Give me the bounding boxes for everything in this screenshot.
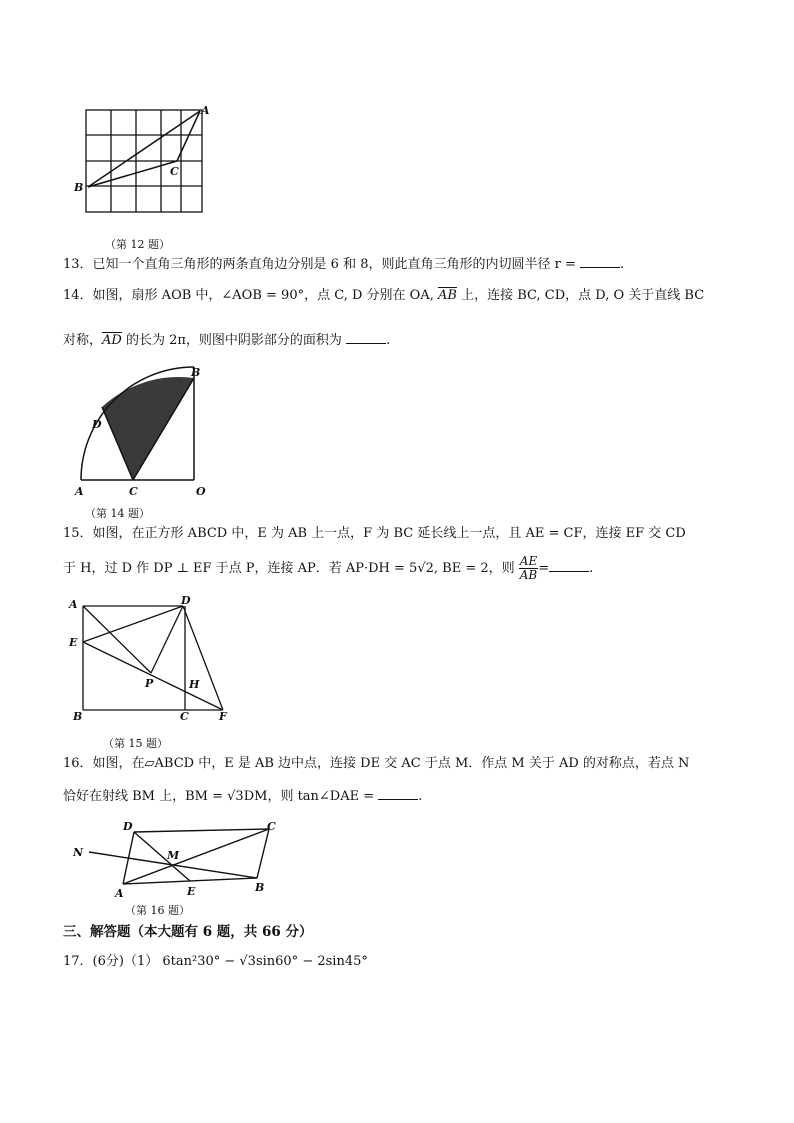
question-15-end: . xyxy=(589,561,594,576)
label-A: A xyxy=(69,598,78,611)
label-H: H xyxy=(189,678,200,691)
equals-sign: = xyxy=(538,561,550,576)
label-C: C xyxy=(170,165,179,178)
question-14-line1 xyxy=(63,287,704,305)
arc-ad: $\overline{AD}$ xyxy=(102,333,122,348)
label-A: A xyxy=(75,485,84,498)
label-D: D xyxy=(92,418,102,431)
label-E: E xyxy=(187,885,196,898)
label-M: M xyxy=(167,849,180,862)
label-P: P xyxy=(145,677,154,690)
question-14-text-b: 上，连接 BC, CD，点 D, O 关于直线 BC xyxy=(456,288,705,303)
label-A: A xyxy=(201,104,210,117)
label-D: D xyxy=(181,594,191,607)
question-16-line2 xyxy=(63,787,422,806)
question-15-line1: 15．如图，在正方形 ABCD 中，E 为 AB 上一点，F 为 BC 延长线上一点，且 AE = CF，连接 EF 交 CD xyxy=(63,526,686,541)
answer-blank-16[interactable] xyxy=(378,787,418,800)
figure-14-diagram xyxy=(63,362,215,498)
section-3-heading: 三、解答题（本大题有 6 题，共 66 分） xyxy=(63,924,313,940)
label-A: A xyxy=(115,887,124,900)
answer-blank-14[interactable] xyxy=(346,331,386,344)
figure-14 xyxy=(63,362,215,498)
arc-ab: $\overline{AB}$ xyxy=(437,288,457,303)
label-D: D xyxy=(123,820,133,833)
figure-12 xyxy=(66,98,216,222)
figure-14-caption: （第 14 题） xyxy=(85,507,150,520)
label-B: B xyxy=(73,710,83,723)
fraction-numerator: AE xyxy=(519,554,538,568)
label-B: B xyxy=(74,181,84,194)
figure-15-diagram xyxy=(63,594,233,724)
question-14-line2 xyxy=(63,331,390,350)
question-13-end: . xyxy=(620,257,625,272)
question-14-text-c: 对称， xyxy=(63,333,103,348)
question-15-line2 xyxy=(63,555,593,582)
figure-15 xyxy=(63,594,233,724)
label-B: B xyxy=(191,366,201,379)
label-C: C xyxy=(267,820,276,833)
question-15-text: 于 H，过 D 作 DP ⊥ EF 于点 P，连接 AP．若 AP·DH = 5√2, BE = 2，则 xyxy=(63,561,515,576)
figure-12-caption: （第 12 题） xyxy=(105,238,170,251)
answer-blank-15[interactable] xyxy=(549,559,589,572)
fraction-ae-ab xyxy=(519,555,538,582)
question-14-end: . xyxy=(386,333,391,348)
label-F: F xyxy=(219,710,227,723)
question-16-line1: 16．如图，在▱ABCD 中，E 是 AB 边中点，连接 DE 交 AC 于点 M．作点 M 关于 AD 的对称点，若点 N xyxy=(63,756,690,771)
figure-15-caption: （第 15 题） xyxy=(103,737,168,750)
answer-blank-13[interactable] xyxy=(580,255,620,268)
figure-16 xyxy=(63,818,283,902)
question-13-text: 13．已知一个直角三角形的两条直角边分别是 6 和 8，则此直角三角形的内切圆半径 r = xyxy=(63,257,576,272)
question-16-text: 恰好在射线 BM 上，BM = √3DM，则 tan∠DAE = xyxy=(63,789,375,804)
label-E: E xyxy=(69,636,78,649)
figure-12-diagram xyxy=(66,98,216,222)
question-13 xyxy=(63,255,624,274)
label-C: C xyxy=(129,485,138,498)
question-17: 17．(6分)（1） 6tan²30° − √3sin60° − 2sin45° xyxy=(63,954,368,969)
question-16-end: . xyxy=(418,789,423,804)
figure-16-caption: （第 16 题） xyxy=(125,904,190,917)
fraction-denominator: AB xyxy=(519,568,538,582)
label-N: N xyxy=(73,846,84,859)
label-C: C xyxy=(180,710,189,723)
figure-16-diagram xyxy=(63,818,283,902)
label-B: B xyxy=(255,881,265,894)
question-14-text-d: 的长为 2π，则图中阴影部分的面积为 xyxy=(121,333,342,348)
label-O: O xyxy=(196,485,206,498)
question-14-text-a: 14．如图，扇形 AOB 中，∠AOB = 90°，点 C, D 分别在 OA, xyxy=(63,288,438,303)
